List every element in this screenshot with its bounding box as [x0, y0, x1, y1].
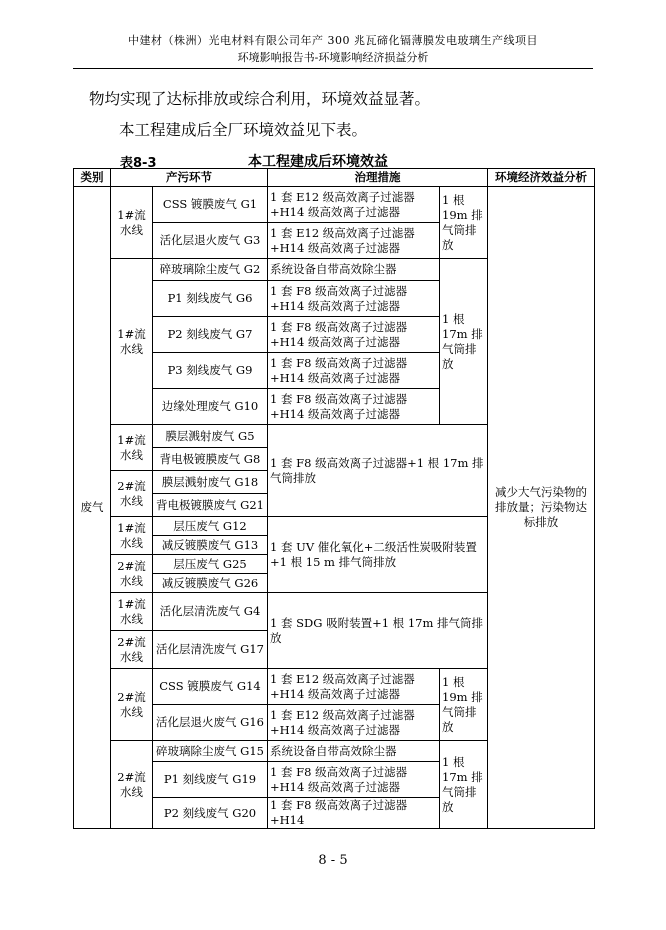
- header-chapter-title: 环境影响报告书-环境影响经济损益分析: [237, 51, 429, 64]
- source-cell: P3 刻线废气 G9: [153, 353, 268, 389]
- line-cell: 1#流水线: [111, 187, 153, 259]
- header-measure: 治理措施: [268, 169, 488, 187]
- line-cell: 2#流水线: [111, 631, 153, 669]
- stack-cell: 1 根 17m 排气筒排放: [440, 741, 488, 829]
- source-cell: 活化层清洗废气 G17: [153, 631, 268, 669]
- header-category: 类别: [74, 169, 111, 187]
- line-cell: 2#流水线: [111, 471, 153, 517]
- source-cell: 背电极镀膜废气 G8: [153, 448, 268, 471]
- header-divider: [73, 68, 593, 69]
- source-cell: 活化层退火废气 G3: [153, 223, 268, 259]
- source-cell: 减反镀膜废气 G26: [153, 574, 268, 593]
- line-cell: 2#流水线: [111, 741, 153, 829]
- measure-cell: 1 套 F8 级高效离子过滤器+H14 级高效离子过滤器: [268, 281, 440, 317]
- measure-cell: 系统设备自带高效除尘器: [268, 259, 440, 281]
- source-cell: CSS 镀膜废气 G1: [153, 187, 268, 223]
- line-cell: 1#流水线: [111, 425, 153, 471]
- line-cell: 2#流水线: [111, 669, 153, 741]
- stack-cell: 1 根 17m 排气筒排放: [440, 259, 488, 425]
- measure-cell: 1 套 F8 级高效离子过滤器+1 根 17m 排气筒排放: [268, 425, 488, 517]
- table-number: 表8-3: [120, 156, 157, 171]
- source-cell: 膜层溅射废气 G18: [153, 471, 268, 494]
- measure-cell: 1 套 SDG 吸附装置+1 根 17m 排气筒排放: [268, 593, 488, 669]
- source-cell: 边缘处理废气 G10: [153, 389, 268, 425]
- line-cell: 1#流水线: [111, 593, 153, 631]
- source-cell: 碎玻璃除尘废气 G15: [153, 741, 268, 762]
- measure-cell: 1 套 E12 级高效离子过滤器+H14 级高效离子过滤器: [268, 669, 440, 705]
- measure-cell: 1 套 E12 级高效离子过滤器+H14 级高效离子过滤器: [268, 223, 440, 259]
- source-cell: 层压废气 G25: [153, 555, 268, 574]
- header-source: 产污环节: [111, 169, 268, 187]
- measure-cell: 1 套 E12 级高效离子过滤器+H14 级高效离子过滤器: [268, 187, 440, 223]
- body-paragraph-1: 物均实现了达标排放或综合利用，环境效益显著。: [89, 90, 431, 108]
- source-cell: 背电极镀膜废气 G21: [153, 494, 268, 517]
- measure-cell: 1 套 F8 级高效离子过滤器+H14: [268, 798, 440, 829]
- body-paragraph-2: 本工程建成后全厂环境效益见下表。: [119, 121, 368, 139]
- source-cell: P1 刻线废气 G19: [153, 762, 268, 798]
- source-cell: P2 刻线废气 G20: [153, 798, 268, 829]
- environmental-benefit-table: [73, 168, 595, 829]
- category-cell: 废气: [74, 187, 111, 829]
- stack-cell: 1 根 19m 排气筒排放: [440, 187, 488, 259]
- stack-cell: 1 根 19m 排气筒排放: [440, 669, 488, 741]
- measure-cell: 1 套 F8 级高效离子过滤器+H14 级高效离子过滤器: [268, 389, 440, 425]
- measure-cell: 1 套 UV 催化氧化+二级活性炭吸附装置+1 根 15 m 排气筒排放: [268, 517, 488, 593]
- measure-cell: 1 套 E12 级高效离子过滤器+H14 级高效离子过滤器: [268, 705, 440, 741]
- benefit-cell: 减少大气污染物的排放量；污染物达标排放: [488, 187, 595, 829]
- table-header-row: [74, 169, 595, 187]
- page-number: 8 - 5: [318, 853, 348, 868]
- source-cell: 活化层清洗废气 G4: [153, 593, 268, 631]
- line-cell: 2#流水线: [111, 555, 153, 593]
- measure-cell: 1 套 F8 级高效离子过滤器+H14 级高效离子过滤器: [268, 317, 440, 353]
- line-cell: 1#流水线: [111, 517, 153, 555]
- source-cell: P1 刻线废气 G6: [153, 281, 268, 317]
- measure-cell: 1 套 F8 级高效离子过滤器+H14 级高效离子过滤器: [268, 762, 440, 798]
- source-cell: 减反镀膜废气 G13: [153, 536, 268, 555]
- header-project-title: 中建材（株洲）光电材料有限公司年产 300 兆瓦碲化镉薄膜发电玻璃生产线项目: [128, 34, 538, 47]
- source-cell: 层压废气 G12: [153, 517, 268, 536]
- measure-cell: 系统设备自带高效除尘器: [268, 741, 440, 762]
- source-cell: CSS 镀膜废气 G14: [153, 669, 268, 705]
- source-cell: 碎玻璃除尘废气 G2: [153, 259, 268, 281]
- header-benefit: 环境经济效益分析: [488, 169, 595, 187]
- source-cell: P2 刻线废气 G7: [153, 317, 268, 353]
- measure-cell: 1 套 F8 级高效离子过滤器+H14 级高效离子过滤器: [268, 353, 440, 389]
- source-cell: 膜层溅射废气 G5: [153, 425, 268, 448]
- table-title: 本工程建成后环境效益: [248, 154, 388, 170]
- table-row: [74, 187, 595, 223]
- source-cell: 活化层退火废气 G16: [153, 705, 268, 741]
- line-cell: 1#流水线: [111, 259, 153, 425]
